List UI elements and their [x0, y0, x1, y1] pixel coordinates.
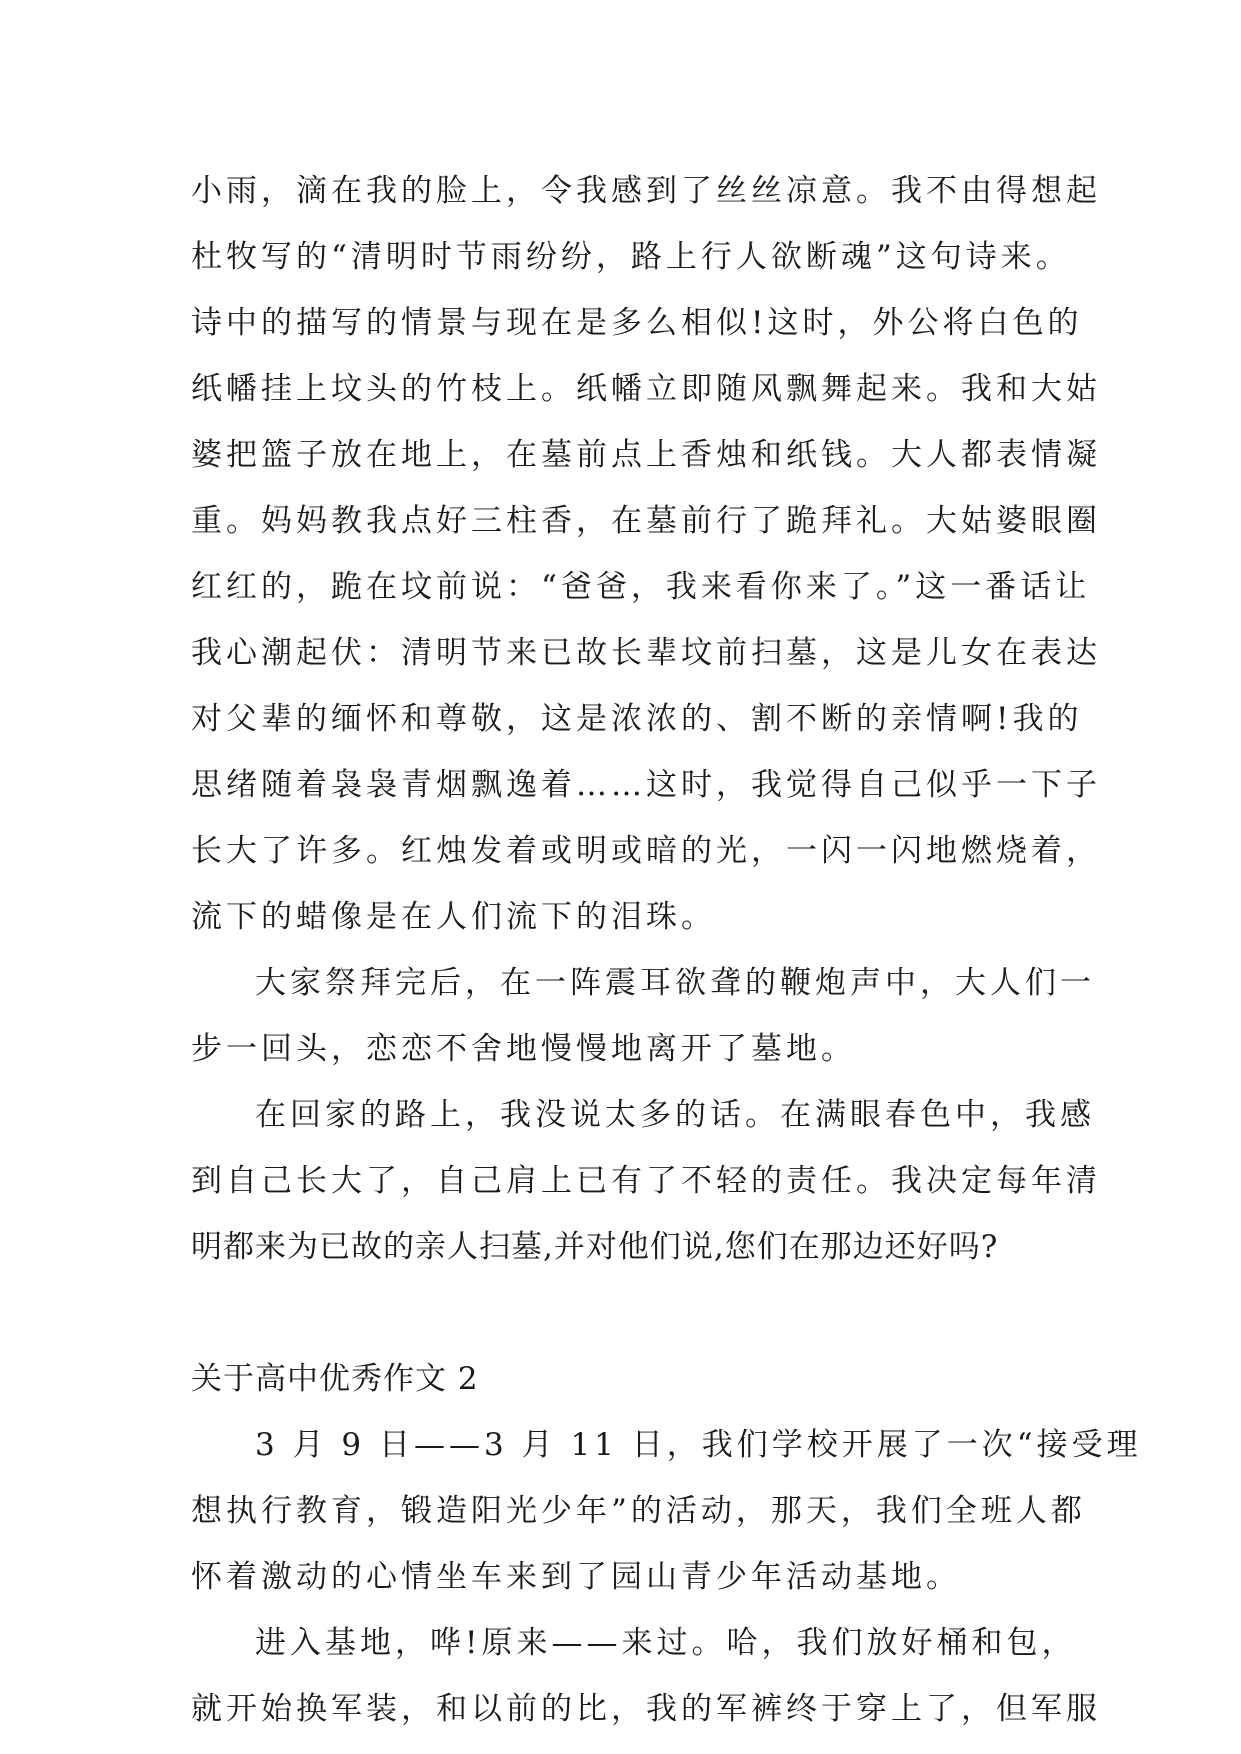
text-line: 思绪随着袅袅青烟飘逸着……这时，我觉得自己似乎一下子 — [191, 767, 1101, 803]
text-line: 大家祭拜完后，在一阵震耳欲聋的鞭炮声中，大人们一 — [255, 965, 1095, 1001]
text-line: 我心潮起伏：清明节来已故长辈坟前扫墓，这是儿女在表达 — [191, 635, 1101, 671]
paragraph-3 — [191, 1082, 1101, 1280]
text-line: 红红的，跪在坟前说：“爸爸，我来看你来了。”这一番话让 — [191, 569, 1091, 605]
text-line: 3 月 9 日——3 月 11 日，我们学校开展了一次“接受理 — [255, 1427, 1142, 1463]
paragraph-4 — [191, 1412, 1142, 1610]
paragraph-1 — [191, 158, 1101, 950]
text-line: 到自己长大了，自己肩上已有了不轻的责任。我决定每年清 — [191, 1163, 1101, 1199]
text-line: 对父辈的缅怀和尊敬，这是浓浓的、割不断的亲情啊!我的 — [191, 701, 1083, 737]
text-line: 在回家的路上，我没说太多的话。在满眼春色中，我感 — [255, 1097, 1095, 1133]
text-line: 怀着激动的心情坐车来到了园山青少年活动基地。 — [191, 1559, 961, 1595]
paragraph-5 — [191, 1610, 1101, 1742]
text-line: 就开始换军装，和以前的比，我的军裤终于穿上了，但军服 — [191, 1691, 1101, 1727]
paragraph-2 — [191, 950, 1095, 1082]
text-line: 婆把篮子放在地上，在墓前点上香烛和纸钱。大人都表情凝 — [191, 437, 1101, 473]
section-title: 关于高中优秀作文 2 — [191, 1361, 479, 1397]
document-body — [191, 158, 1142, 1742]
section-spacer — [191, 1280, 1081, 1346]
text-line: 纸幡挂上坟头的竹枝上。纸幡立即随风飘舞起来。我和大姑 — [191, 371, 1101, 407]
text-line: 长大了许多。红烛发着或明或暗的光，一闪一闪地燃烧着， — [191, 833, 1101, 869]
text-line: 进入基地，哗!原来——来过。哈，我们放好桶和包， — [255, 1625, 1077, 1661]
text-line: 流下的蜡像是在人们流下的泪珠。 — [191, 899, 716, 935]
text-line: 想执行教育，锻造阳光少年”的活动，那天，我们全班人都 — [191, 1493, 1086, 1529]
text-line: 杜牧写的“清明时节雨纷纷，路上行人欲断魂”这句诗来。 — [191, 239, 1071, 275]
text-line: 明都来为已故的亲人扫墓,并对他们说,您们在那边还好吗? — [191, 1229, 999, 1265]
text-line: 诗中的描写的情景与现在是多么相似!这时，外公将白色的 — [191, 305, 1083, 341]
text-line: 小雨，滴在我的脸上，令我感到了丝丝凉意。我不由得想起 — [191, 173, 1101, 209]
text-line: 步一回头，恋恋不舍地慢慢地离开了墓地。 — [191, 1031, 856, 1067]
text-line: 重。妈妈教我点好三柱香，在墓前行了跪拜礼。大姑婆眼圈 — [191, 503, 1101, 539]
